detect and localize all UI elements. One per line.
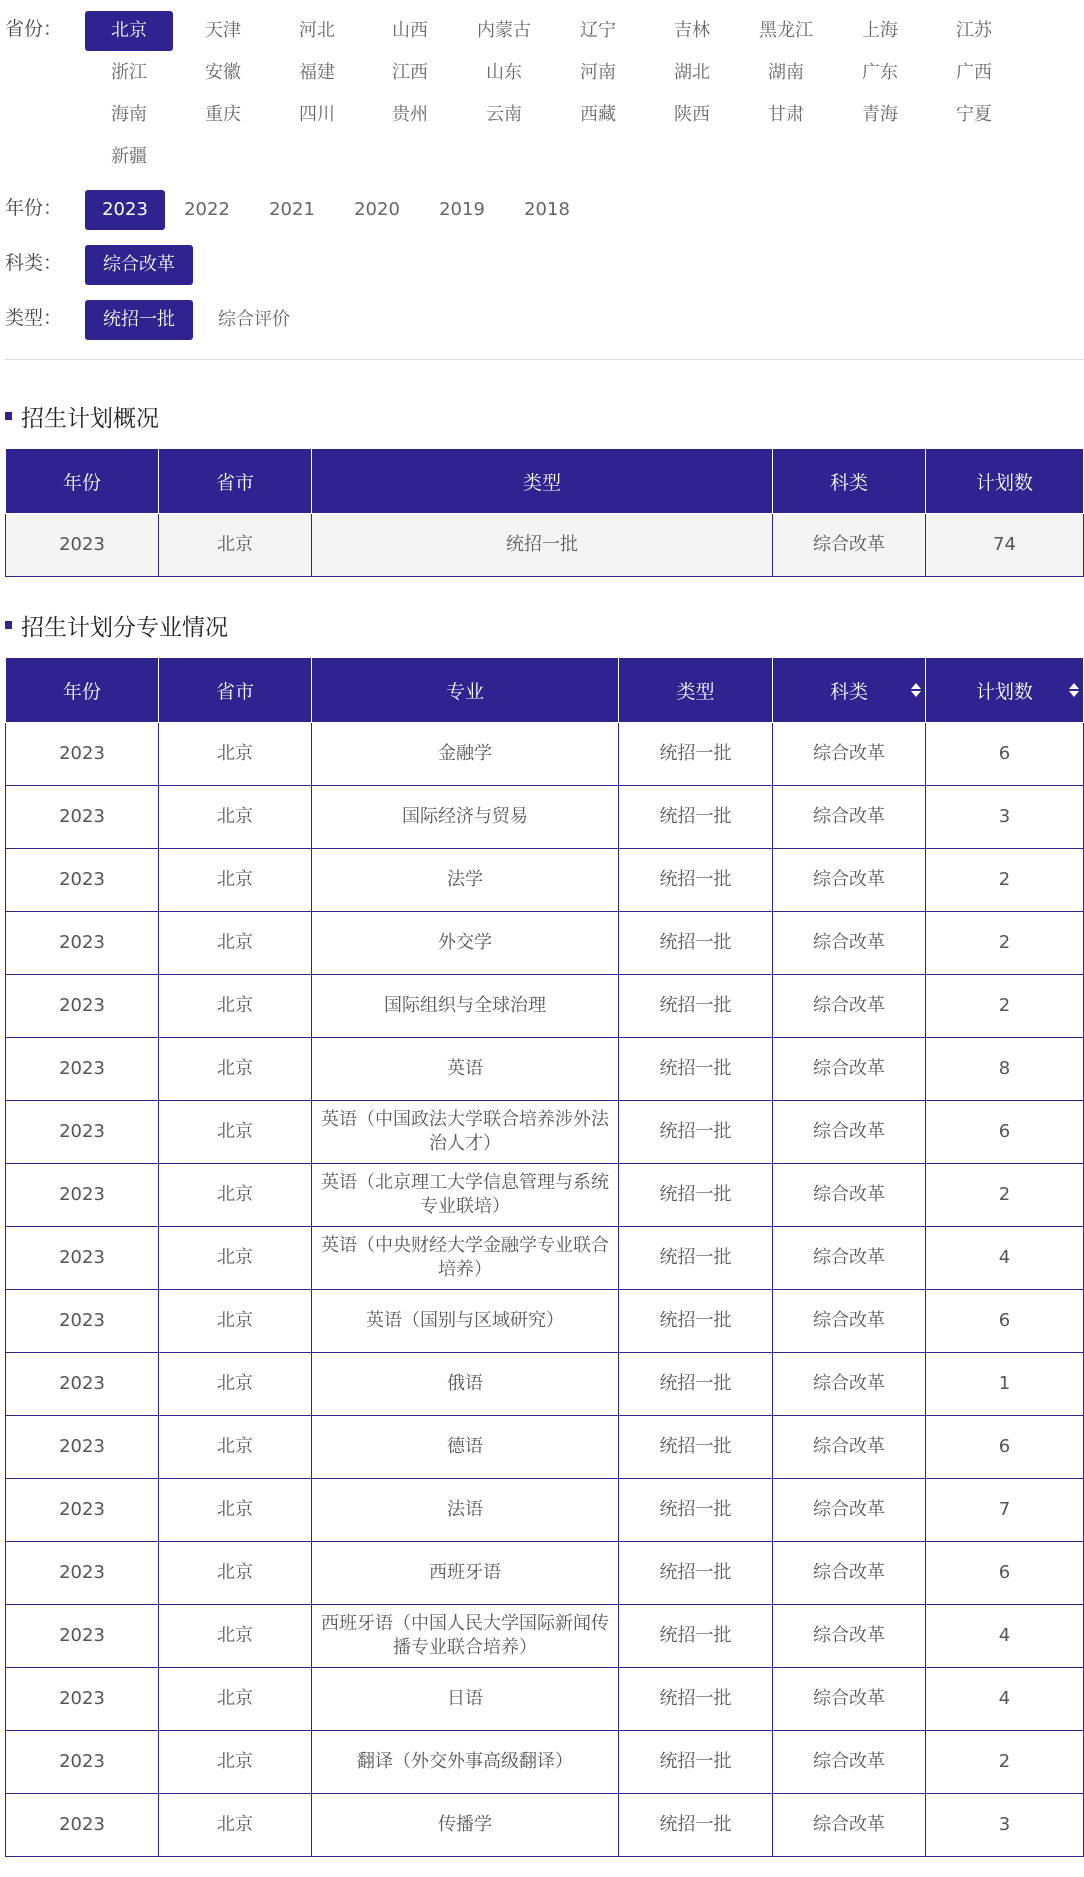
major-cell: 英语（国别与区域研究）	[312, 1290, 619, 1353]
year-option-4[interactable]: 2019	[439, 199, 485, 220]
subject-cell: 综合改革	[773, 1668, 926, 1731]
province-filter-label: 省份：	[5, 18, 63, 40]
title-marker-icon	[5, 412, 12, 420]
province-option-30[interactable]: 新疆	[111, 146, 147, 167]
majors-header-major: 专业	[312, 658, 619, 723]
type-cell: 统招一批	[619, 1794, 773, 1857]
subject-cell: 综合改革	[773, 1227, 926, 1290]
province-option-14[interactable]: 山东	[486, 62, 522, 83]
subject-cell: 综合改革	[773, 1605, 926, 1668]
table-row	[6, 1038, 1084, 1101]
type-cell: 统招一批	[619, 1101, 773, 1164]
year-cell: 2023	[6, 1164, 159, 1227]
province-option-9[interactable]: 江苏	[956, 20, 992, 41]
major-cell: 外交学	[312, 912, 619, 975]
overview-header-subject: 科类	[773, 449, 926, 514]
table-row	[6, 1101, 1084, 1164]
major-cell: 西班牙语（中国人民大学国际新闻传播专业联合培养）	[312, 1605, 619, 1668]
plan-count-cell: 4	[926, 1227, 1084, 1290]
province-option-27[interactable]: 甘肃	[768, 104, 804, 125]
province-option-26[interactable]: 陕西	[674, 104, 710, 125]
province-option-8[interactable]: 上海	[862, 20, 898, 41]
province-cell: 北京	[159, 1164, 312, 1227]
table-row	[6, 723, 1084, 786]
subject-cell: 综合改革	[773, 1731, 926, 1794]
type-cell: 统招一批	[619, 1605, 773, 1668]
province-option-20[interactable]: 海南	[111, 104, 147, 125]
province-option-10[interactable]: 浙江	[111, 62, 147, 83]
province-cell: 北京	[159, 1794, 312, 1857]
plan-count-cell: 6	[926, 1101, 1084, 1164]
major-cell: 传播学	[312, 1794, 619, 1857]
overview-row	[6, 514, 1084, 577]
table-row	[6, 1479, 1084, 1542]
province-cell: 北京	[159, 1038, 312, 1101]
province-cell: 北京	[159, 1731, 312, 1794]
province-option-12[interactable]: 福建	[299, 62, 335, 83]
year-option-2[interactable]: 2021	[269, 199, 315, 220]
overview-header-row	[6, 449, 1084, 514]
year-cell: 2023	[6, 1479, 159, 1542]
majors-header-subject[interactable]	[773, 658, 926, 723]
province-option-6[interactable]: 吉林	[674, 20, 710, 41]
year-cell: 2023	[6, 1794, 159, 1857]
table-row	[6, 1164, 1084, 1227]
province-option-7[interactable]: 黑龙江	[759, 20, 813, 41]
type-filter-label: 类型：	[5, 307, 63, 329]
province-option-5[interactable]: 辽宁	[580, 20, 616, 41]
province-cell: 北京	[159, 723, 312, 786]
province-cell: 北京	[159, 1416, 312, 1479]
province-option-2[interactable]: 河北	[299, 20, 335, 41]
subject-cell: 综合改革	[773, 1164, 926, 1227]
province-cell: 北京	[159, 912, 312, 975]
plan-count-cell: 6	[926, 1416, 1084, 1479]
subject-cell: 综合改革	[773, 1794, 926, 1857]
type-cell: 统招一批	[619, 723, 773, 786]
province-option-22[interactable]: 四川	[299, 104, 335, 125]
province-cell: 北京	[159, 1542, 312, 1605]
subject-cell: 综合改革	[773, 1416, 926, 1479]
year-cell: 2023	[6, 1416, 159, 1479]
province-option-18[interactable]: 广东	[862, 62, 898, 83]
year-cell: 2023	[6, 1101, 159, 1164]
major-cell: 翻译（外交外事高级翻译）	[312, 1731, 619, 1794]
subject-cell: 综合改革	[773, 912, 926, 975]
province-option-19[interactable]: 广西	[956, 62, 992, 83]
subject-cell: 综合改革	[773, 723, 926, 786]
province-option-28[interactable]: 青海	[862, 104, 898, 125]
subject-cell: 综合改革	[773, 786, 926, 849]
province-cell: 北京	[159, 1353, 312, 1416]
plan-count-cell: 2	[926, 1731, 1084, 1794]
majors-header-row	[6, 658, 1084, 723]
majors-section-title	[5, 610, 228, 640]
province-option-17[interactable]: 湖南	[768, 62, 804, 83]
plan-count-cell: 6	[926, 1542, 1084, 1605]
sort-icon[interactable]	[1069, 681, 1079, 699]
major-cell: 德语	[312, 1416, 619, 1479]
plan-count-cell: 6	[926, 723, 1084, 786]
province-cell: 北京	[159, 1227, 312, 1290]
overview-header-plan-count: 计划数	[926, 449, 1084, 514]
subject-cell: 综合改革	[773, 1101, 926, 1164]
year-cell: 2023	[6, 1731, 159, 1794]
major-cell: 金融学	[312, 723, 619, 786]
type-cell: 统招一批	[619, 1227, 773, 1290]
province-cell: 北京	[159, 1101, 312, 1164]
subject-cell: 综合改革	[773, 1290, 926, 1353]
province-option-29[interactable]: 宁夏	[956, 104, 992, 125]
type-cell: 统招一批	[619, 1668, 773, 1731]
plan-count-cell: 3	[926, 1794, 1084, 1857]
year-cell: 2023	[6, 723, 159, 786]
table-row	[6, 912, 1084, 975]
majors-header-subject-label: 科类	[829, 680, 868, 703]
plan-count-cell: 3	[926, 786, 1084, 849]
major-cell: 英语（北京理工大学信息管理与系统专业联培）	[312, 1164, 619, 1227]
majors-header-province: 省市	[159, 658, 312, 723]
title-marker-icon	[5, 621, 12, 629]
province-cell: 北京	[159, 786, 312, 849]
overview-title-text: 招生计划概况	[21, 405, 159, 432]
type-cell: 统招一批	[619, 1731, 773, 1794]
subject-cell: 综合改革	[773, 849, 926, 912]
type-cell: 统招一批	[619, 912, 773, 975]
plan-count-cell: 2	[926, 912, 1084, 975]
type-cell: 统招一批	[312, 514, 773, 577]
province-cell: 北京	[159, 1668, 312, 1731]
majors-table	[5, 657, 1084, 1857]
type-cell: 统招一批	[619, 1416, 773, 1479]
province-option-15[interactable]: 河南	[580, 62, 616, 83]
province-cell: 北京	[159, 1605, 312, 1668]
year-cell: 2023	[6, 1290, 159, 1353]
year-option-0[interactable]: 2023	[85, 190, 165, 230]
table-row	[6, 849, 1084, 912]
table-row	[6, 1416, 1084, 1479]
province-option-13[interactable]: 江西	[392, 62, 428, 83]
plan-count-cell: 74	[926, 514, 1084, 577]
table-row	[6, 1290, 1084, 1353]
type-option-0[interactable]: 统招一批	[85, 300, 193, 340]
subject-cell: 综合改革	[773, 1353, 926, 1416]
plan-count-cell: 4	[926, 1605, 1084, 1668]
year-option-1[interactable]: 2022	[184, 199, 230, 220]
table-row	[6, 1353, 1084, 1416]
province-option-3[interactable]: 山西	[392, 20, 428, 41]
year-option-3[interactable]: 2020	[354, 199, 400, 220]
overview-header-year: 年份	[6, 449, 159, 514]
major-cell: 法语	[312, 1479, 619, 1542]
plan-count-cell: 2	[926, 975, 1084, 1038]
subject-cell: 综合改革	[773, 1479, 926, 1542]
major-cell: 英语	[312, 1038, 619, 1101]
plan-count-cell: 1	[926, 1353, 1084, 1416]
province-option-4[interactable]: 内蒙古	[477, 20, 531, 41]
major-cell: 英语（中国政法大学联合培养涉外法治人才）	[312, 1101, 619, 1164]
subject-filter-label: 科类：	[5, 252, 63, 274]
overview-table	[5, 448, 1084, 577]
table-row	[6, 1794, 1084, 1857]
year-cell: 2023	[6, 1038, 159, 1101]
year-cell: 2023	[6, 1605, 159, 1668]
province-cell: 北京	[159, 514, 312, 577]
subject-option-0[interactable]: 综合改革	[85, 245, 193, 285]
majors-header-plan-count[interactable]	[926, 658, 1084, 723]
type-cell: 统招一批	[619, 786, 773, 849]
province-cell: 北京	[159, 975, 312, 1038]
year-cell: 2023	[6, 514, 159, 577]
province-option-21[interactable]: 重庆	[205, 104, 241, 125]
table-row	[6, 1668, 1084, 1731]
major-cell: 西班牙语	[312, 1542, 619, 1605]
major-cell: 英语（中央财经大学金融学专业联合培养）	[312, 1227, 619, 1290]
province-option-0[interactable]: 北京	[85, 11, 173, 51]
table-row	[6, 1227, 1084, 1290]
year-cell: 2023	[6, 1353, 159, 1416]
year-option-5[interactable]: 2018	[524, 199, 570, 220]
year-cell: 2023	[6, 1668, 159, 1731]
province-option-23[interactable]: 贵州	[392, 104, 428, 125]
type-option-1[interactable]: 综合评价	[218, 309, 290, 330]
majors-title-text: 招生计划分专业情况	[21, 614, 228, 641]
type-cell: 统招一批	[619, 1290, 773, 1353]
table-row	[6, 1542, 1084, 1605]
major-cell: 国际组织与全球治理	[312, 975, 619, 1038]
majors-header-plan-count-label: 计划数	[975, 680, 1033, 703]
subject-cell: 综合改革	[773, 1038, 926, 1101]
province-cell: 北京	[159, 1290, 312, 1353]
year-cell: 2023	[6, 1227, 159, 1290]
type-cell: 统招一批	[619, 1542, 773, 1605]
province-option-11[interactable]: 安徽	[205, 62, 241, 83]
plan-count-cell: 2	[926, 1164, 1084, 1227]
type-cell: 统招一批	[619, 1038, 773, 1101]
province-option-1[interactable]: 天津	[205, 20, 241, 41]
plan-count-cell: 7	[926, 1479, 1084, 1542]
province-cell: 北京	[159, 849, 312, 912]
province-option-16[interactable]: 湖北	[674, 62, 710, 83]
plan-count-cell: 2	[926, 849, 1084, 912]
majors-header-type: 类型	[619, 658, 773, 723]
plan-count-cell: 8	[926, 1038, 1084, 1101]
type-cell: 统招一批	[619, 1353, 773, 1416]
year-cell: 2023	[6, 786, 159, 849]
table-row	[6, 786, 1084, 849]
plan-count-cell: 6	[926, 1290, 1084, 1353]
major-cell: 国际经济与贸易	[312, 786, 619, 849]
table-row	[6, 975, 1084, 1038]
overview-section-title	[5, 401, 159, 431]
overview-header-type: 类型	[312, 449, 773, 514]
province-option-24[interactable]: 云南	[486, 104, 522, 125]
year-cell: 2023	[6, 975, 159, 1038]
plan-count-cell: 4	[926, 1668, 1084, 1731]
type-cell: 统招一批	[619, 975, 773, 1038]
sort-icon[interactable]	[911, 681, 921, 699]
year-filter-label: 年份：	[5, 197, 63, 219]
major-cell: 俄语	[312, 1353, 619, 1416]
major-cell: 法学	[312, 849, 619, 912]
year-cell: 2023	[6, 912, 159, 975]
table-row	[6, 1605, 1084, 1668]
subject-cell: 综合改革	[773, 514, 926, 577]
subject-cell: 综合改革	[773, 975, 926, 1038]
type-cell: 统招一批	[619, 1164, 773, 1227]
filter-divider	[5, 359, 1083, 360]
majors-header-year: 年份	[6, 658, 159, 723]
type-cell: 统招一批	[619, 849, 773, 912]
table-row	[6, 1731, 1084, 1794]
province-cell: 北京	[159, 1479, 312, 1542]
overview-header-province: 省市	[159, 449, 312, 514]
year-cell: 2023	[6, 1542, 159, 1605]
subject-cell: 综合改革	[773, 1542, 926, 1605]
type-cell: 统招一批	[619, 1479, 773, 1542]
year-cell: 2023	[6, 849, 159, 912]
major-cell: 日语	[312, 1668, 619, 1731]
province-option-25[interactable]: 西藏	[580, 104, 616, 125]
